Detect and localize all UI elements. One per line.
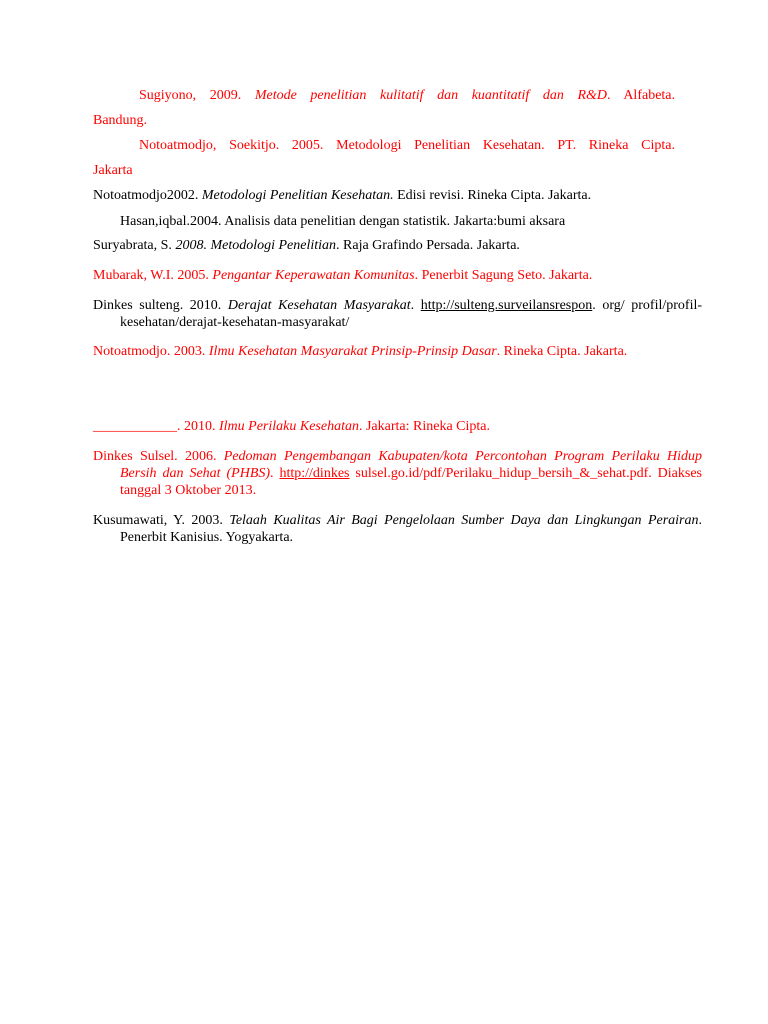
- reference-title: Pedoman Pengembangan Kabupaten/kota Percontohan Program Perilaku Hidup Bersih dan Sehat (PHBS): [120, 449, 702, 481]
- reference-year: . 2010.: [177, 419, 219, 434]
- reference-author-year: Sugiyono, 2009.: [139, 88, 255, 103]
- reference-hasan: [120, 213, 680, 230]
- reference-publisher: . Rineka Cipta. Jakarta.: [496, 344, 628, 359]
- reference-title: Telaah Kualitas Air Bagi Pengelolaan Sumber Daya dan Lingkungan Perairan: [229, 513, 699, 528]
- reference-text: Hasan,iqbal.2004. Analisis data penelitian dengan statistik. Jakarta:bumi aksara: [120, 214, 566, 229]
- reference-author-year: Kusumawati, Y. 2003.: [93, 513, 230, 528]
- reference-title: 2008. Metodologi Penelitian: [175, 238, 337, 253]
- reference-city: Bandung.: [93, 113, 148, 128]
- reference-publisher: . Alfabeta.: [607, 88, 676, 103]
- reference-notoatmodjo-2003: [93, 343, 702, 360]
- reference-suryabrata: [93, 237, 675, 254]
- reference-url-rest: sulsel.go.id/pdf/Perilaku_hidup_bersih_&_sehat.pdf. Diakses tanggal 3 Oktober 2013.: [120, 466, 702, 498]
- reference-kusumawati: [93, 512, 702, 546]
- reference-title: Metodologi Penelitian Kesehatan.: [201, 188, 394, 203]
- reference-separator: .: [270, 466, 280, 481]
- reference-dinkes-sulteng: [93, 297, 702, 331]
- reference-mubarak: [93, 267, 675, 284]
- reference-title: Metode penelitian kulitatif dan kuantitatif dan R&D: [254, 88, 607, 103]
- reference-notoatmodjo-2002: [93, 187, 675, 204]
- reference-title: Derajat Kesehatan Masyarakat: [227, 298, 411, 313]
- reference-title: Pengantar Keperawatan Komunitas: [212, 268, 415, 283]
- reference-sugiyono: [93, 87, 675, 129]
- reference-publisher: . Penerbit Kanisius. Yogyakarta.: [120, 513, 702, 545]
- reference-author-year: Mubarak, W.I. 2005.: [93, 268, 213, 283]
- reference-author-year: Notoatmodjo. 2003.: [93, 344, 209, 359]
- reference-author-placeholder: ____________: [93, 419, 177, 434]
- reference-publisher: Edisi revisi. Rineka Cipta. Jakarta.: [393, 188, 592, 203]
- reference-url-rest: . org/ profil/profil-kesehatan/derajat-kesehatan-masyarakat/: [120, 298, 703, 330]
- reference-title: Ilmu Kesehatan Masyarakat Prinsip-Prinsip Dasar: [208, 344, 497, 359]
- reference-notoatmodjo-2010: [93, 418, 675, 435]
- reference-line: [93, 87, 675, 104]
- reference-author-year: Dinkes sulteng. 2010.: [93, 298, 228, 313]
- reference-line: Notoatmodjo, Soekitjo. 2005. Metodologi Penelitian Kesehatan. PT. Rineka Cipta.: [139, 138, 675, 153]
- reference-url-link[interactable]: http://sulteng.surveilansrespon: [420, 298, 593, 313]
- reference-title: Ilmu Perilaku Kesehatan: [219, 419, 359, 434]
- reference-publisher: . Penerbit Sagung Seto. Jakarta.: [414, 268, 593, 283]
- reference-url-link[interactable]: http://dinkes: [279, 466, 350, 481]
- reference-separator: .: [410, 298, 421, 313]
- reference-author-year: Dinkes Sulsel. 2006.: [93, 449, 224, 464]
- reference-author: Suryabrata, S.: [93, 238, 176, 253]
- reference-publisher: . Raja Grafindo Persada. Jakarta.: [336, 238, 520, 253]
- reference-dinkes-sulsel: [93, 448, 702, 499]
- reference-city: Jakarta: [93, 163, 133, 178]
- reference-publisher: . Jakarta: Rineka Cipta.: [358, 419, 491, 434]
- reference-notoatmodjo-2005: [93, 137, 675, 179]
- reference-author-year: Notoatmodjo2002.: [93, 188, 202, 203]
